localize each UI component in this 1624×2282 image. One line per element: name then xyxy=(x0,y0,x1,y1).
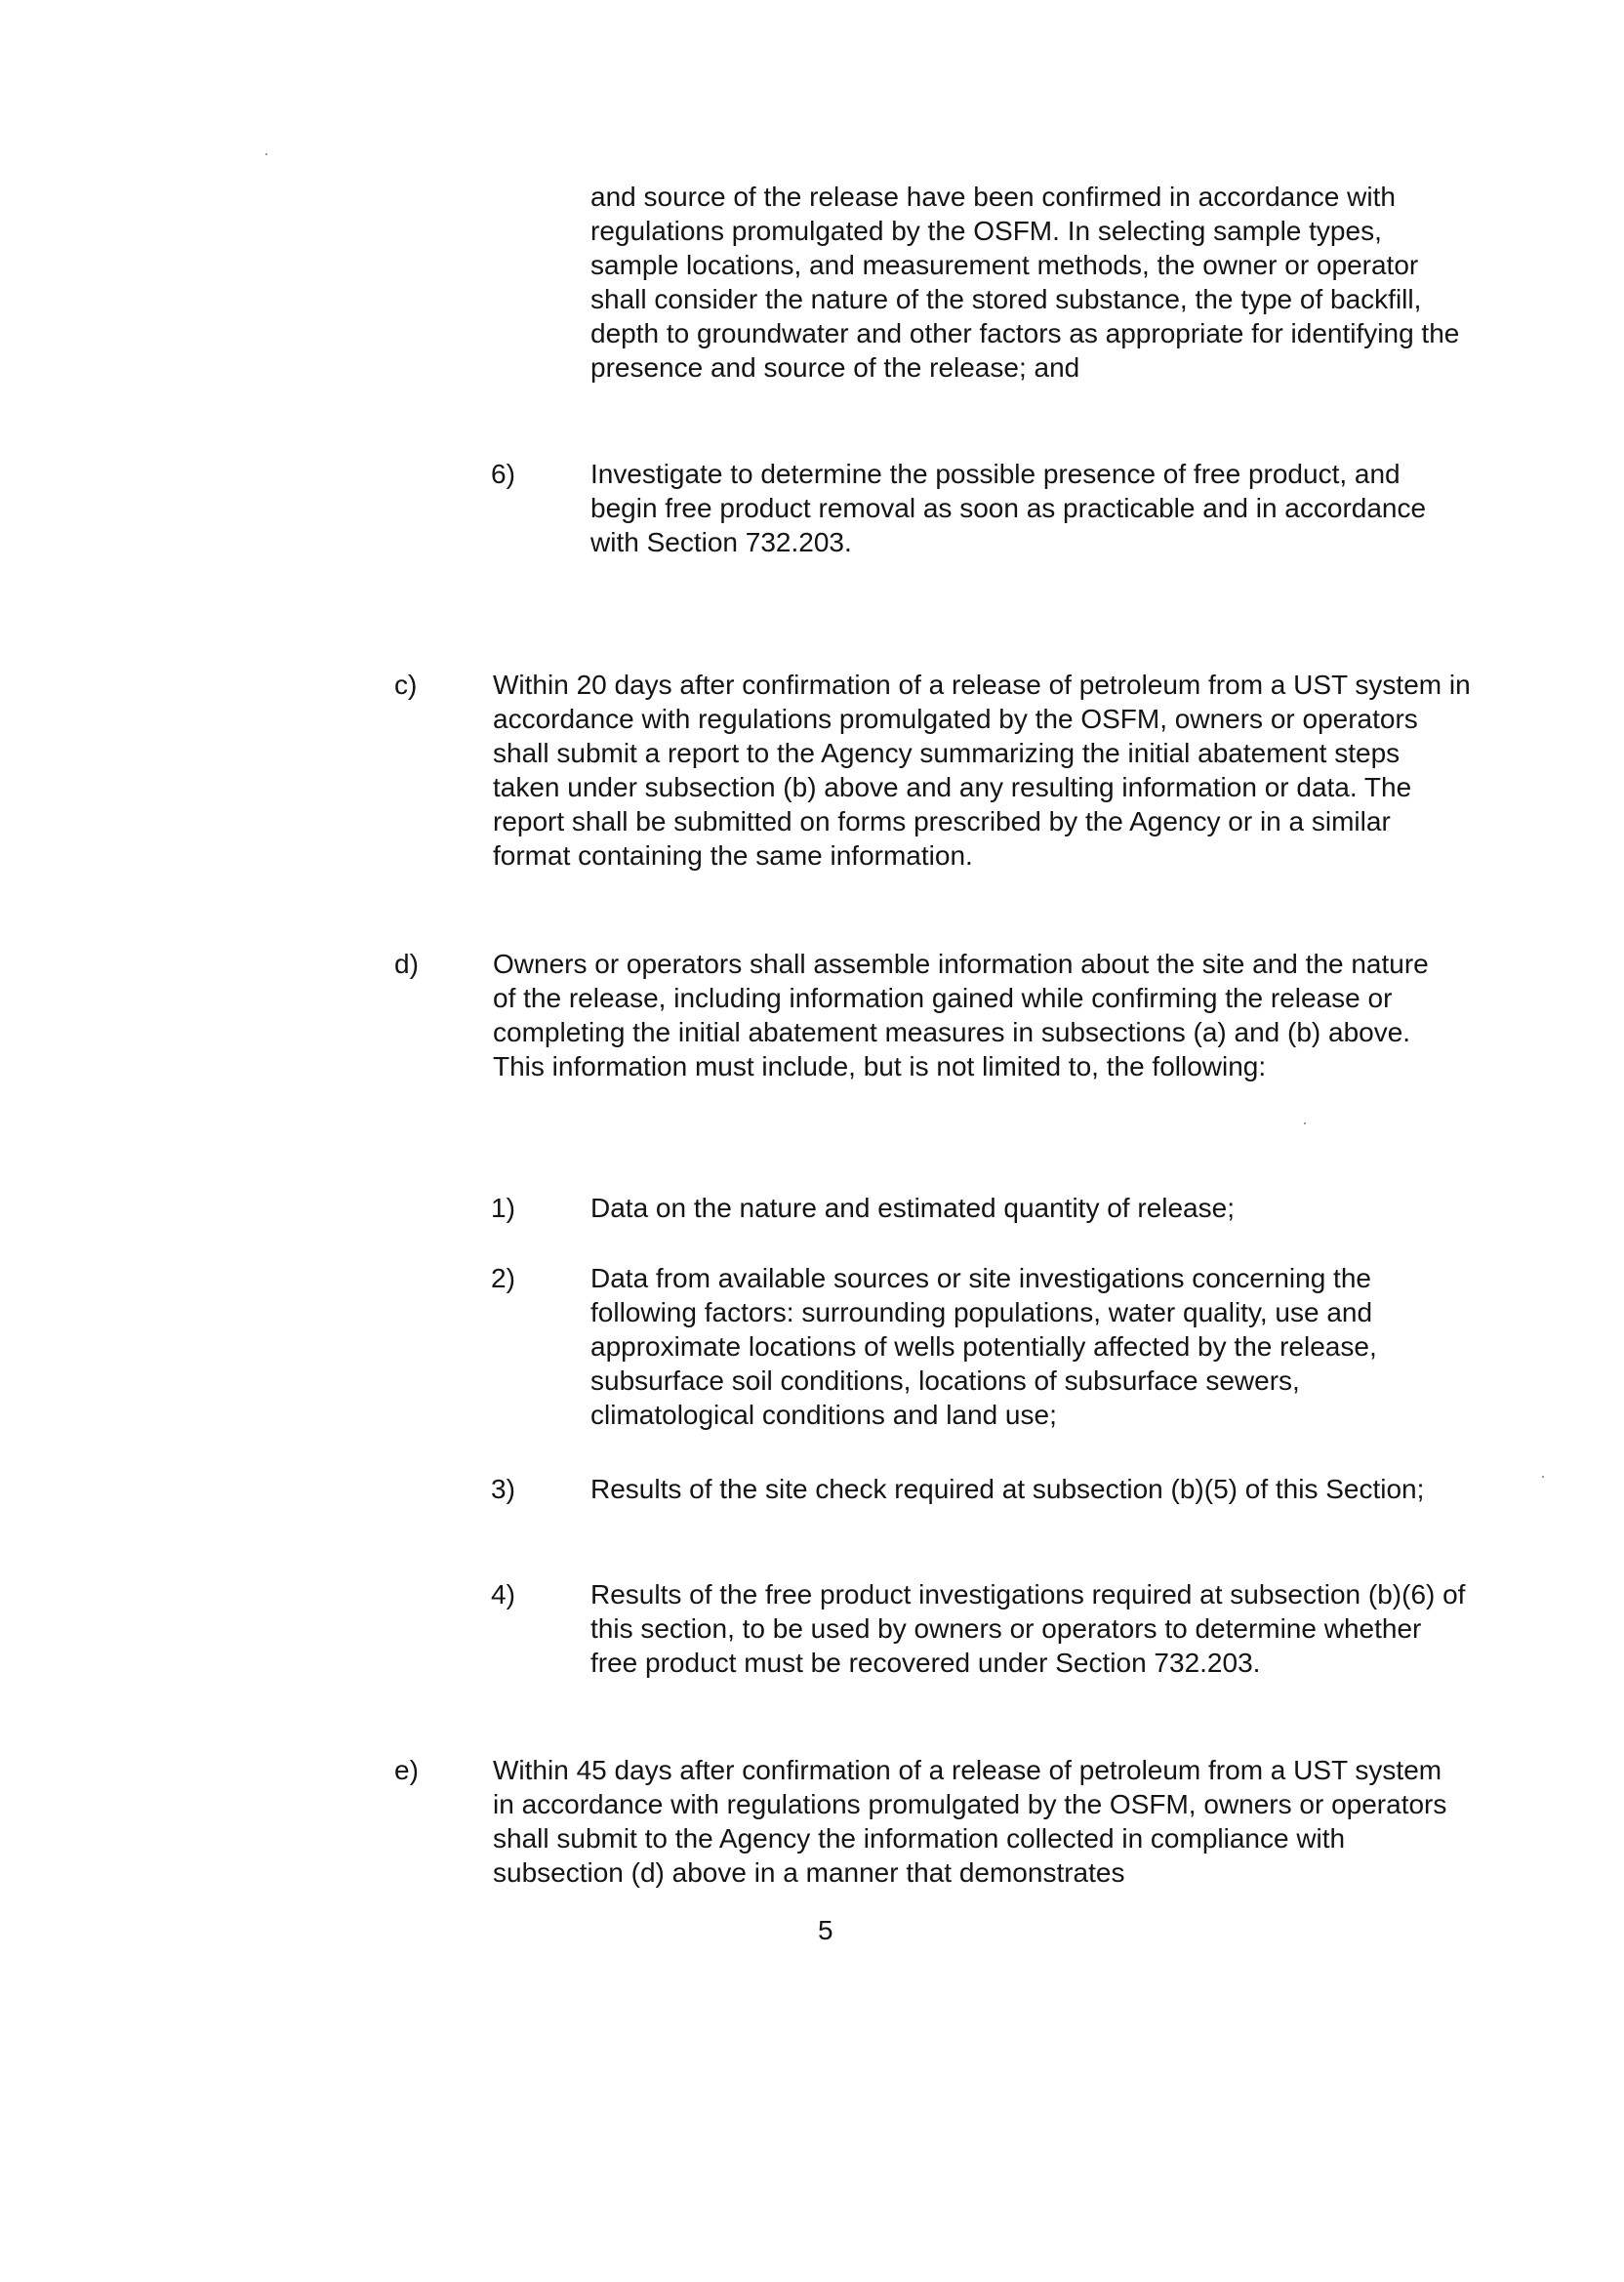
item-marker: 1) xyxy=(491,1193,515,1223)
scan-speck xyxy=(265,153,267,155)
section-marker: c) xyxy=(394,670,418,700)
scan-speck xyxy=(1542,1476,1544,1478)
scan-speck xyxy=(1304,1122,1306,1124)
page-number: 5 xyxy=(818,1915,833,1945)
section-text: Within 20 days after confirmation of a release of petroleum from a UST system in accordance with regulations promulgated by the OSFM, owners or operators shall submit a report to the Agency summarizing the initial abatement steps taken under subsection (b) above and any resulting information or data. The report shall be submitted on forms prescribed by the Agency or in a similar format containing the same information. xyxy=(493,670,1471,871)
section-marker: e) xyxy=(394,1755,419,1785)
item-marker: 3) xyxy=(491,1474,515,1504)
item-marker: 4) xyxy=(491,1579,515,1610)
item-text: Data from available sources or site investigations concerning the following factors: surrounding populations, water quality, use and approximate locations of wells potentially affected by the release, subsurface soil conditions, locations of subsurface sewers, climatological conditions and land use; xyxy=(590,1263,1377,1430)
item-marker: 2) xyxy=(491,1263,515,1293)
item-text: Results of the free product investigations required at subsection (b)(6) of this section, to be used by owners or operators to determine whether free product must be recovered under Section 732.203. xyxy=(590,1579,1466,1678)
item-text: Results of the site check required at subsection (b)(5) of this Section; xyxy=(590,1474,1425,1504)
section-marker: d) xyxy=(394,949,419,979)
item-text: Investigate to determine the possible presence of free product, and begin free product removal as soon as practicable and in accordance with Section 732.203. xyxy=(590,459,1427,557)
section-text: Owners or operators shall assemble information about the site and the nature of the release, including information gained while confirming the release or completing the initial abatement measures in subsections (a) and (b) above. This information must include, but is not limited to, the following: xyxy=(493,949,1429,1081)
section-text: Within 45 days after confirmation of a release of petroleum from a UST system in accordance with regulations promulgated by the OSFM, owners or operators shall submit to the Agency the information collected in compliance with subsection (d) above in a manner that demonstrates xyxy=(493,1755,1447,1888)
item-text: Data on the nature and estimated quantity of release; xyxy=(590,1193,1235,1223)
item-marker: 6) xyxy=(491,459,515,489)
continuation-paragraph: and source of the release have been confirmed in accordance with regulations promulgated by the OSFM. In selecting sample types, sample locations, and measurement methods, the owner or operator shall consider the nature of the stored substance, the type of backfill, depth to groundwater and other factors as appropriate for identifying the presence and source of the release; and xyxy=(590,182,1460,383)
